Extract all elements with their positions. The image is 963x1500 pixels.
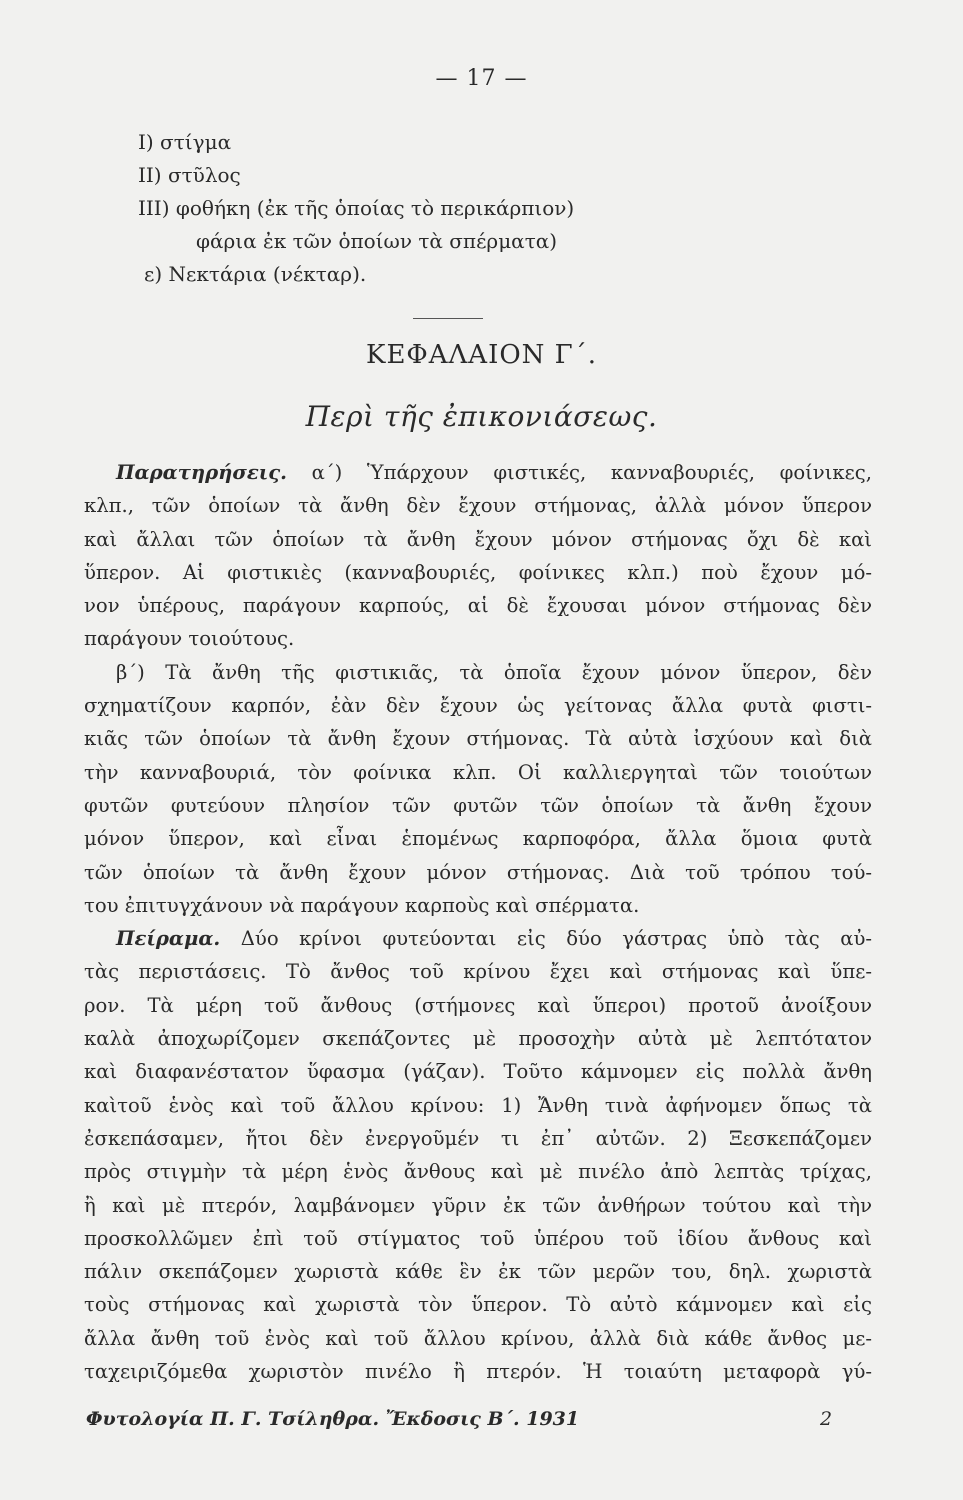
text-line: τῶν ὁποίων τὰ ἄνθη ἔχουν μόνον στήμονας. Διὰ τοῦ τρόπου τού-	[84, 860, 872, 884]
list-item: φάρια ἐκ τῶν ὁποίων τὰ σπέρματα)	[196, 229, 558, 253]
flower-parts-list	[138, 126, 574, 291]
body-text	[84, 456, 872, 1388]
page-footer: Φυτολογία Π. Γ. Τσίληθρα. Ἔκδοσις Β΄. 1931	[86, 1408, 580, 1430]
text-line: κιᾶς τῶν ὁποίων τὰ ἄνθη ἔχουν στήμονας. Τὰ αὐτὰ ἰσχύουν καὶ διὰ	[84, 727, 872, 751]
printer-signature: 2	[820, 1408, 833, 1430]
list-item: III) φοθήκη (ἐκ τῆς ὁποίας τὸ περικάρπιον)	[138, 196, 575, 220]
text-line: σχηματίζουν καρπόν, ἐὰν δὲν ἔχουν ὡς γείτονας ἄλλα φυτὰ φιστι-	[84, 694, 872, 718]
text-line: ρον. Τὰ μέρη τοῦ ἄνθους (στήμονες καὶ ὕπεροι) προτοῦ ἀνοίξουν	[84, 993, 872, 1017]
text-line: ταχειριζόμεθα χωριστὸν πινέλο ἢ πτερόν. Ἡ τοιαύτη μεταφορὰ γύ-	[84, 1360, 872, 1384]
chapter-subtitle: Περὶ τῆς ἐπικονιάσεως.	[305, 400, 658, 433]
section-divider	[413, 318, 483, 319]
text-line: Πείραμα. Δύο κρίνοι φυτεύονται εἰς δύο γάστρας ὑπὸ τὰς αὐ-	[116, 927, 872, 951]
text-line: πρὸς στιγμὴν τὰ μέρη ἑνὸς ἄνθους καὶ μὲ πινέλο ἀπὸ λεπτὰς τρίχας,	[84, 1160, 872, 1184]
list-item: ε) Νεκτάρια (νέκταρ).	[144, 262, 367, 286]
text-line: τὰς περιστάσεις. Τὸ ἄνθος τοῦ κρίνου ἔχει καὶ στήμονας καὶ ὕπε-	[84, 960, 872, 984]
page-number: — 17 —	[435, 66, 528, 91]
list-item: I) στίγμα	[138, 130, 232, 154]
text-line: ἐσκεπάσαμεν, ἤτοι δὲν ἐνεργοῦμέν τι ἐπ᾽ αὐτῶν. 2) Ξεσκεπάζομεν	[84, 1126, 872, 1150]
text-line: τὴν κανναβουριά, τὸν φοίνικα κλπ. Οἱ καλλιεργηταὶ τῶν τοιούτων	[84, 760, 872, 784]
chapter-title: ΚΕΦΑΛΑΙΟΝ Γ΄.	[366, 340, 597, 370]
text-line: καλὰ ἀποχωρίζομεν σκεπάζοντες μὲ προσοχὴν αὐτὰ μὲ λεπτότατον	[84, 1027, 872, 1051]
text-line: καὶτοῦ ἑνὸς καὶ τοῦ ἄλλου κρίνου: 1) Ἄνθη τινὰ ἀφήνομεν ὅπως τὰ	[84, 1093, 872, 1117]
text-line: του ἐπιτυγχάνουν νὰ παράγουν καρποὺς καὶ σπέρματα.	[84, 893, 640, 917]
observations-heading: Παρατηρήσεις.	[116, 461, 287, 484]
text-line: κλπ., τῶν ὁποίων τὰ ἄνθη δὲν ἔχουν στήμονας, ἀλλὰ μόνον ὕπερον	[84, 494, 872, 518]
text-line: πάλιν σκεπάζομεν χωριστὰ κάθε ἓν ἐκ τῶν μερῶν του, δηλ. χωριστὰ	[84, 1260, 872, 1284]
experiment-heading: Πείραμα.	[116, 927, 221, 951]
text-line: ὕπερον. Αἱ φιστικιὲς (κανναβουριές, φοίνικες κλπ.) ποὺ ἔχουν μό-	[84, 560, 872, 584]
text-line: καὶ διαφανέστατον ὕφασμα (γάζαν). Τοῦτο κάμνομεν εἰς πολλὰ ἄνθη	[84, 1060, 872, 1084]
text-line: ἄλλα ἄνθη τοῦ ἑνὸς καὶ τοῦ ἄλλου κρίνου, ἀλλὰ διὰ κάθε ἄνθος με-	[84, 1326, 872, 1350]
text-line: καὶ ἄλλαι τῶν ὁποίων τὰ ἄνθη ἔχουν μόνον στήμονας ὄχι δὲ καὶ	[84, 527, 872, 551]
text-line: ἢ καὶ μὲ πτερόν, λαμβάνομεν γῦριν ἐκ τῶν ἀνθήρων τούτου καὶ τὴν	[84, 1193, 872, 1217]
text-line: νον ὑπέρους, παράγουν καρπούς, αἱ δὲ ἔχουσαι μόνον στήμονας δὲν	[84, 594, 872, 618]
list-item: II) στῦλος	[138, 163, 241, 187]
text-line: φυτῶν φυτεύουν πλησίον τῶν φυτῶν τῶν ὁποίων τὰ ἄνθη ἔχουν	[84, 793, 872, 817]
text-line: προσκολλῶμεν ἐπὶ τοῦ στίγματος τοῦ ὑπέρου τοῦ ἰδίου ἄνθους καὶ	[84, 1226, 872, 1250]
text-line: παράγουν τοιούτους.	[84, 627, 295, 651]
text-line: β΄) Τὰ ἄνθη τῆς φιστικιᾶς, τὰ ὁποῖα ἔχουν μόνον ὕπερον, δὲν	[116, 660, 872, 684]
text-line: μόνον ὕπερον, καὶ εἶναι ἑπομένως καρποφόρα, ἄλλα ὅμοια φυτὰ	[84, 827, 872, 851]
text-line: τοὺς στήμονας καὶ χωριστὰ τὸν ὕπερον. Τὸ αὐτὸ κάμνομεν καὶ εἰς	[84, 1293, 872, 1317]
text-line: Παρατηρήσεις. α΄) Ὑπάρχουν φιστικές, κανναβουριές, φοίνικες,	[116, 461, 872, 484]
